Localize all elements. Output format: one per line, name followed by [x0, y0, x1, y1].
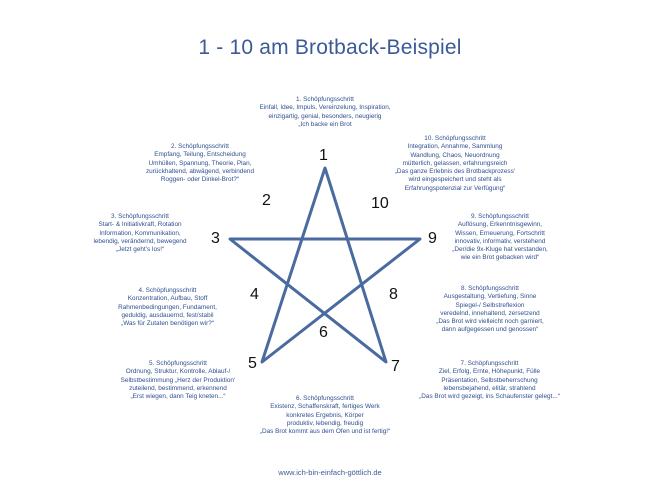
step-8-line: „Das Brot wird vielleicht noch garniert,: [436, 318, 544, 326]
step-3-line: Information, Kommunikation,: [99, 229, 181, 237]
step-1-line: einzigartig, genial, besonders, neugierig: [268, 112, 382, 120]
step-6-line: konkretes Ergebnis, Körper: [286, 411, 364, 419]
step-9-text: [435, 213, 565, 263]
step-3-line: Start- & Initiativkraft, Rotation: [98, 221, 182, 229]
node-4: 4: [250, 286, 259, 303]
step-10-heading: 10. Schöpfungsschritt: [424, 135, 486, 142]
step-7-text: [402, 360, 577, 401]
step-4-line: „Was für Zutaten benötigen wir?“: [121, 320, 214, 328]
step-7-line: Präsentation, Selbstbeherrschung: [441, 376, 538, 384]
step-4-line: geduldig, ausdauernd, fest/stabil: [121, 311, 214, 319]
step-10-line: Wandlung, Chaos, Neuordnung: [410, 151, 500, 159]
step-4-line: Konzentration, Aufbau, Stoff: [127, 295, 208, 303]
step-9-line: Auflösung, Erkenntnisgewinn,: [457, 221, 543, 229]
node-8: 8: [389, 286, 398, 303]
step-2-line: zurückhaltend, abwägend, verbindend: [145, 167, 254, 175]
node-5: 5: [248, 355, 257, 372]
step-7-line: „Das Brot wird gezeigt, ins Schaufenster gelegt...“: [419, 393, 560, 401]
website-url: www.ich-bin-einfach-göttlich.de: [278, 468, 382, 477]
node-2: 2: [262, 192, 271, 209]
step-5-line: Selbstbestimmung „Herz der Produktion‘: [120, 376, 236, 384]
step-2-line: Roggen- oder Dinkel-Brot?“: [160, 176, 240, 184]
step-5-line: zuteilend, bestimmend, erkennend: [129, 384, 227, 392]
step-10-line: „Das ganze Erlebnis des Brotbackprozess‘: [394, 168, 516, 176]
step-1-heading: 1. Schöpfungsschritt: [296, 96, 354, 103]
step-5-line: Ordnung, Struktur, Kontrolle, Ablauf-/: [125, 368, 231, 376]
step-1-line: Einfall, Idee, Impuls, Vereinzelung, Inspiration,: [259, 104, 391, 112]
node-9: 9: [428, 230, 437, 247]
step-4-heading: 4. Schöpfungsschritt: [138, 287, 197, 294]
step-5-line: „Erst wiegen, dann Teig kneten...“: [130, 393, 226, 401]
step-2-line: Empfang, Teilung, Entscheidung: [154, 151, 246, 159]
step-9-line: „Der/die 9x-Kluge hat verstanden,: [452, 246, 548, 254]
step-6-heading: 6. Schöpfungsschritt: [296, 395, 354, 402]
step-9-line: innovativ, informativ, verstehend: [454, 237, 546, 245]
step-1-text: [225, 96, 425, 129]
step-3-line: „Jetzt geht’s los!“: [115, 246, 165, 254]
step-2-line: Umhüllen, Spannung, Theorie, Plan,: [148, 159, 252, 167]
step-9-line: Wissen, Erneuerung, Fortschritt: [455, 229, 545, 237]
step-4-text: [100, 287, 235, 328]
step-7-line: Ziel, Erfolg, Ernte, Höhepunkt, Fülle: [438, 368, 541, 376]
node-7: 7: [391, 358, 400, 375]
step-10-line: Integration, Annahme, Sammlung: [407, 143, 503, 151]
step-1-line: „Ich backe ein Brot: [298, 120, 352, 128]
node-10: 10: [371, 195, 389, 212]
step-3-text: [75, 213, 205, 254]
step-8-line: dann aufgegessen und genossen“: [441, 326, 539, 334]
step-9-heading: 9. Schöpfungsschritt: [471, 213, 529, 220]
step-10-line: mütterlich, gelassen, erfahrungsreich: [402, 159, 508, 167]
step-5-text: [108, 360, 248, 401]
step-8-text: [415, 285, 565, 335]
step-10-text: [375, 135, 535, 193]
step-10-line: wird eingespeichert und steht als: [408, 176, 502, 184]
step-6-line: „Das Brot kommt aus dem Ofen und ist fertig!“: [259, 428, 391, 436]
step-8-line: Ausgestaltung, Vertiefung, Sinne: [443, 293, 537, 301]
step-7-line: lebensbejahend, elitär, strahlend: [443, 384, 536, 392]
step-7-heading: 7. Schöpfungsschritt: [460, 360, 519, 367]
node-1: 1: [319, 147, 328, 164]
step-6-line: produktiv, lebendig, freudig: [286, 419, 364, 427]
step-3-line: lebendig, verändernd, bewegend: [93, 237, 187, 245]
node-6: 6: [319, 324, 328, 341]
page-title: 1 - 10 am Brotback-Beispiel: [198, 36, 462, 59]
step-8-heading: 8. Schöpfungsschritt: [461, 285, 519, 292]
step-10-line: Erfahrungspotenzial zur Verfügung“: [404, 184, 506, 192]
step-2-heading: 2. Schöpfungsschritt: [171, 143, 229, 150]
step-6-text: [235, 395, 415, 436]
step-2-text: [125, 143, 275, 184]
step-5-heading: 5. Schöpfungsschritt: [149, 360, 207, 367]
step-3-heading: 3. Schöpfungsschritt: [111, 213, 169, 220]
step-9-line: wie ein Brot gebacken wird“: [460, 254, 540, 262]
step-8-line: veredelnd, innehaltend, zersetzend: [440, 309, 540, 317]
step-8-line: Spiegel-/ Selbstreflexion: [455, 301, 525, 309]
step-6-line: Existenz, Schaffenskraft, fertiges Werk: [270, 403, 380, 411]
node-3: 3: [211, 230, 220, 247]
step-4-line: Rahmenbedingungen, Fundament,: [118, 303, 217, 311]
